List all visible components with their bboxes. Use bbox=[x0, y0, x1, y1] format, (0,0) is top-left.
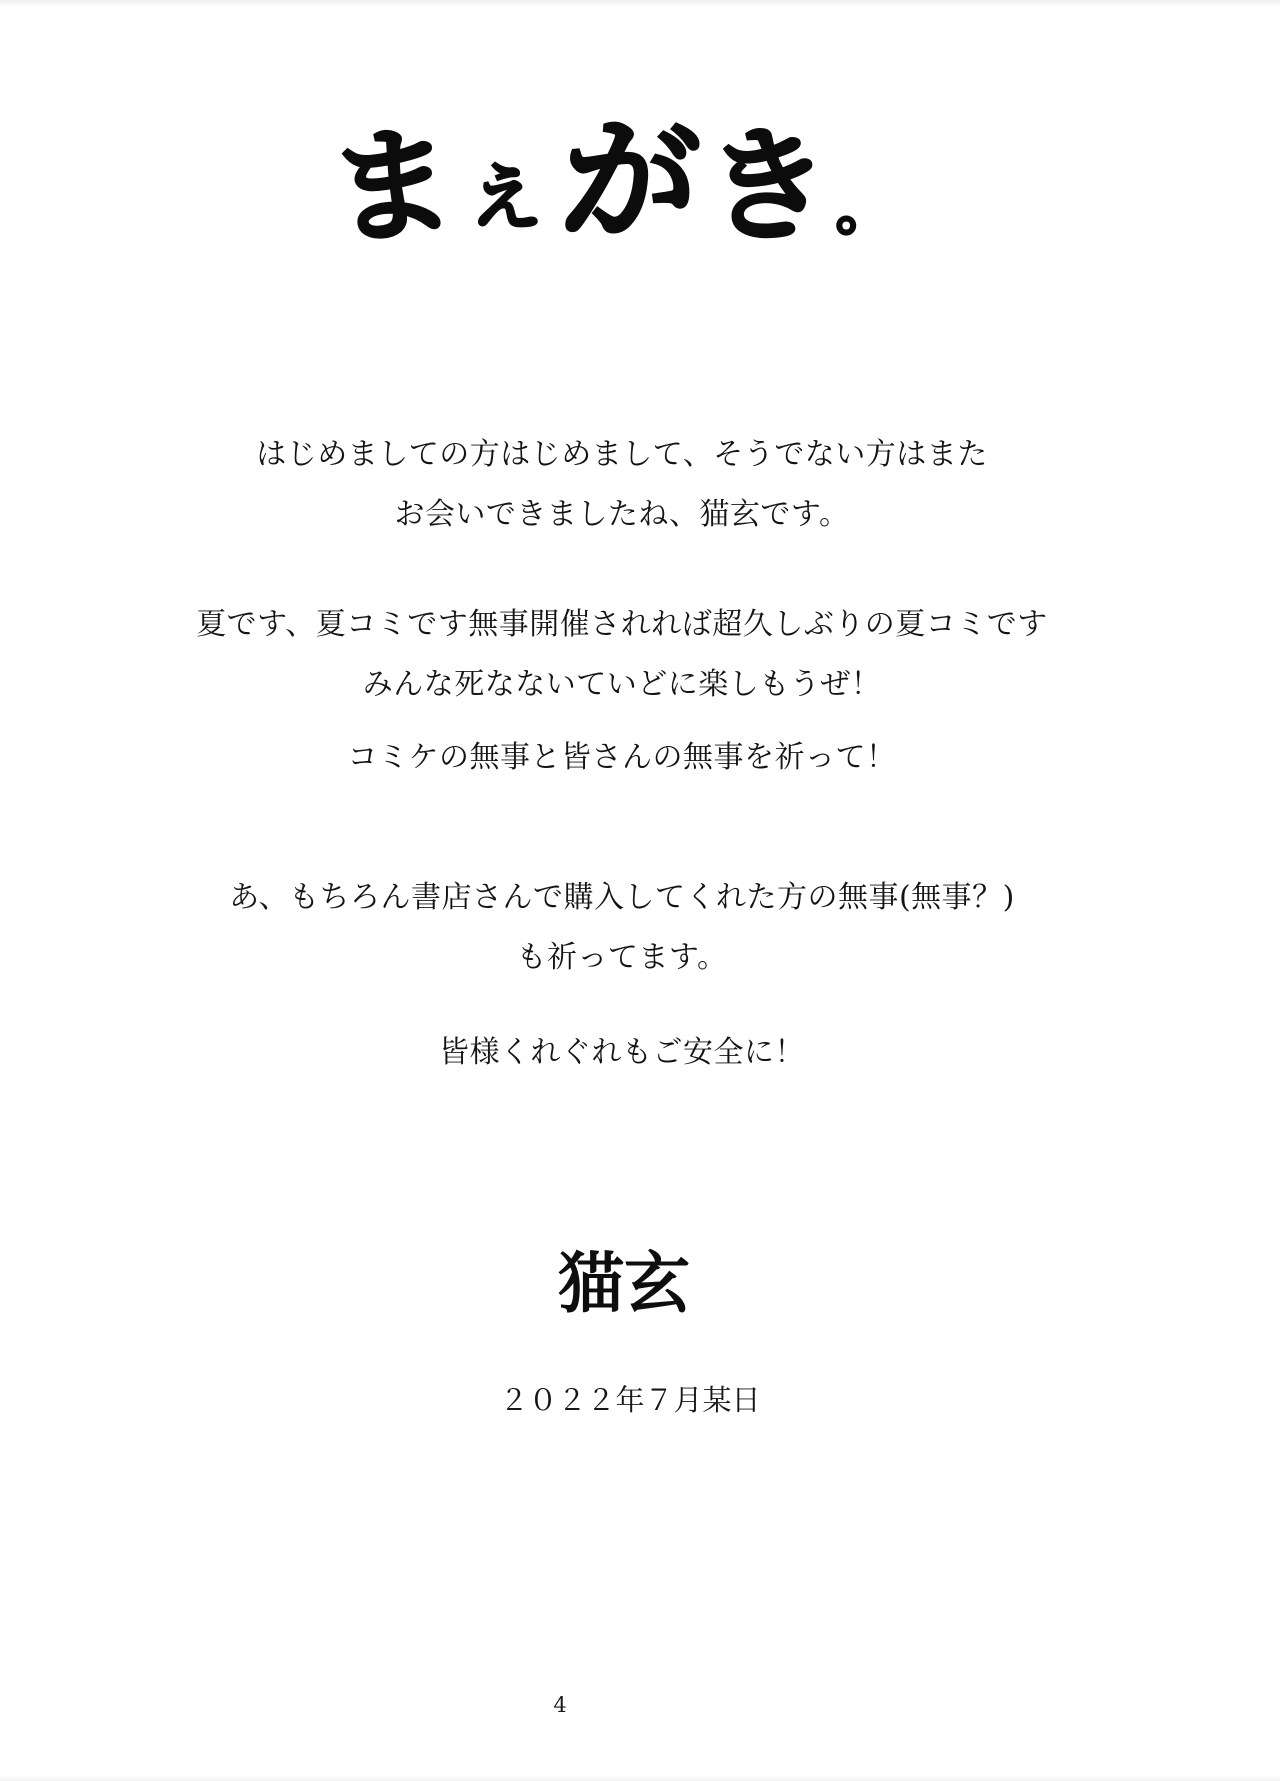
body-line: 夏です、夏コミです無事開催されれば超久しぶりの夏コミです bbox=[196, 607, 1048, 642]
title-char: え bbox=[470, 156, 543, 240]
body-line: みんな死なないていどに楽しもうぜ！ bbox=[362, 667, 882, 702]
title-char: が bbox=[556, 99, 704, 267]
body-line: 皆様くれぐれもご安全に！ bbox=[439, 1035, 805, 1070]
page-title bbox=[323, 88, 893, 278]
paragraph-wish bbox=[0, 728, 1262, 788]
body-line: お会いできましたね、猫玄です。 bbox=[394, 497, 850, 532]
paragraph-greeting bbox=[0, 425, 1262, 545]
paragraph-summer-comiket bbox=[0, 595, 1262, 715]
page-number: 4 bbox=[553, 1693, 567, 1717]
title-char: き bbox=[703, 112, 833, 262]
body-line: あ、もちろん書店さんで購入してくれた方の無事(無事？) bbox=[229, 880, 1015, 915]
title-char: ま bbox=[323, 109, 461, 265]
author-signature: 猫玄 bbox=[558, 1244, 690, 1322]
body-line: はじめましての方はじめまして、そうでない方はまた bbox=[256, 437, 988, 472]
title-char: 。 bbox=[836, 178, 893, 243]
body-line: コミケの無事と皆さんの無事を祈って！ bbox=[347, 740, 897, 775]
date-line: ２０２２年７月某日 bbox=[499, 1383, 761, 1417]
paragraph-stay-safe bbox=[0, 1023, 1262, 1083]
body-line: も祈ってます。 bbox=[516, 940, 728, 975]
paragraph-bookstore bbox=[0, 868, 1262, 988]
